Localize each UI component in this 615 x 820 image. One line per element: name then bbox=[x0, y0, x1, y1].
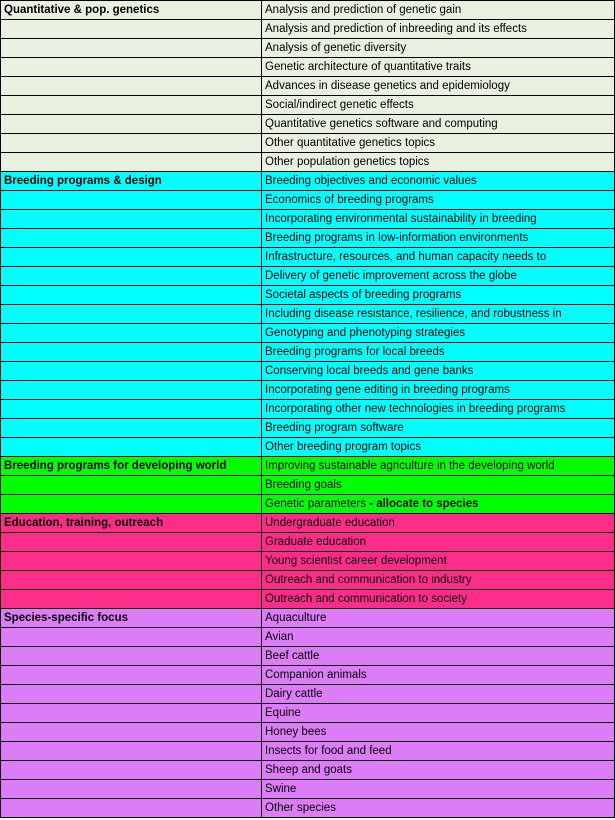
topic-text: Genetic parameters bbox=[265, 498, 366, 510]
table-row bbox=[1, 514, 615, 533]
topic-cell: Companion animals bbox=[262, 666, 615, 685]
table-row bbox=[1, 343, 615, 362]
empty-cell bbox=[1, 780, 262, 799]
empty-cell bbox=[1, 58, 262, 77]
topic-cell: Incorporating environmental sustainability in breeding bbox=[262, 210, 615, 229]
table-row bbox=[1, 153, 615, 172]
empty-cell bbox=[1, 77, 262, 96]
empty-cell bbox=[1, 267, 262, 286]
table-row bbox=[1, 571, 615, 590]
topic-cell: Honey bees bbox=[262, 723, 615, 742]
topic-cell: Outreach and communication to industry bbox=[262, 571, 615, 590]
empty-cell bbox=[1, 476, 262, 495]
empty-cell bbox=[1, 552, 262, 571]
topic-cell: Incorporating gene editing in breeding programs bbox=[262, 381, 615, 400]
table-row bbox=[1, 419, 615, 438]
topic-cell: Swine bbox=[262, 780, 615, 799]
table-row bbox=[1, 1, 615, 20]
table-row bbox=[1, 647, 615, 666]
empty-cell bbox=[1, 210, 262, 229]
table-row bbox=[1, 666, 615, 685]
empty-cell bbox=[1, 590, 262, 609]
empty-cell bbox=[1, 704, 262, 723]
empty-cell bbox=[1, 495, 262, 514]
topic-cell: Breeding programs for local breeds bbox=[262, 343, 615, 362]
empty-cell bbox=[1, 115, 262, 134]
topic-cell: Advances in disease genetics and epidemiology bbox=[262, 77, 615, 96]
topic-cell: Analysis and prediction of inbreeding and its effects bbox=[262, 20, 615, 39]
topic-cell: Genetic architecture of quantitative traits bbox=[262, 58, 615, 77]
topic-cell: Analysis and prediction of genetic gain bbox=[262, 1, 615, 20]
topic-cell: Other quantitative genetics topics bbox=[262, 134, 615, 153]
table-row bbox=[1, 362, 615, 381]
topic-cell: Graduate education bbox=[262, 533, 615, 552]
topic-cell: Other population genetics topics bbox=[262, 153, 615, 172]
table-row bbox=[1, 685, 615, 704]
empty-cell bbox=[1, 324, 262, 343]
empty-cell bbox=[1, 248, 262, 267]
table-row bbox=[1, 533, 615, 552]
empty-cell bbox=[1, 362, 262, 381]
topic-cell: Young scientist career development bbox=[262, 552, 615, 571]
table-row bbox=[1, 476, 615, 495]
empty-cell bbox=[1, 286, 262, 305]
topic-cell: Quantitative genetics software and computing bbox=[262, 115, 615, 134]
topic-cell: Dairy cattle bbox=[262, 685, 615, 704]
empty-cell bbox=[1, 438, 262, 457]
empty-cell bbox=[1, 742, 262, 761]
empty-cell bbox=[1, 153, 262, 172]
table-row bbox=[1, 799, 615, 818]
table-row bbox=[1, 115, 615, 134]
topic-cell: Breeding goals bbox=[262, 476, 615, 495]
table-row bbox=[1, 324, 615, 343]
table-row bbox=[1, 172, 615, 191]
topic-cell: Genotyping and phenotyping strategies bbox=[262, 324, 615, 343]
topic-cell: Infrastructure, resources, and human capacity needs to bbox=[262, 248, 615, 267]
topic-cell: Improving sustainable agriculture in the developing world bbox=[262, 457, 615, 476]
topic-cell: Aquaculture bbox=[262, 609, 615, 628]
table-row bbox=[1, 723, 615, 742]
empty-cell bbox=[1, 533, 262, 552]
empty-cell bbox=[1, 39, 262, 58]
topic-cell: Delivery of genetic improvement across the globe bbox=[262, 267, 615, 286]
table-row bbox=[1, 191, 615, 210]
category-cell: Quantitative & pop. genetics bbox=[1, 1, 262, 20]
topic-cell: Beef cattle bbox=[262, 647, 615, 666]
table-row bbox=[1, 590, 615, 609]
empty-cell bbox=[1, 647, 262, 666]
empty-cell bbox=[1, 799, 262, 818]
topic-cell: Breeding programs in low-information environments bbox=[262, 229, 615, 248]
topic-cell: Including disease resistance, resilience, and robustness in bbox=[262, 305, 615, 324]
table-row bbox=[1, 552, 615, 571]
topic-cell: Incorporating other new technologies in breeding programs bbox=[262, 400, 615, 419]
table-row bbox=[1, 609, 615, 628]
empty-cell bbox=[1, 20, 262, 39]
category-cell: Education, training, outreach bbox=[1, 514, 262, 533]
topic-cell: Analysis of genetic diversity bbox=[262, 39, 615, 58]
category-cell: Breeding programs for developing world bbox=[1, 457, 262, 476]
table-row bbox=[1, 761, 615, 780]
topic-cell: Economics of breeding programs bbox=[262, 191, 615, 210]
topic-cell: Societal aspects of breeding programs bbox=[262, 286, 615, 305]
table-row bbox=[1, 438, 615, 457]
table-row bbox=[1, 400, 615, 419]
empty-cell bbox=[1, 628, 262, 647]
table-row bbox=[1, 58, 615, 77]
table-row bbox=[1, 39, 615, 58]
table-row bbox=[1, 780, 615, 799]
empty-cell bbox=[1, 134, 262, 153]
table-row bbox=[1, 20, 615, 39]
empty-cell bbox=[1, 419, 262, 438]
topic-cell: Outreach and communication to society bbox=[262, 590, 615, 609]
empty-cell bbox=[1, 685, 262, 704]
table-row bbox=[1, 96, 615, 115]
table-row bbox=[1, 134, 615, 153]
empty-cell bbox=[1, 343, 262, 362]
empty-cell bbox=[1, 305, 262, 324]
topic-cell: Avian bbox=[262, 628, 615, 647]
table-row bbox=[1, 495, 615, 514]
table-row bbox=[1, 210, 615, 229]
table-row bbox=[1, 628, 615, 647]
topic-cell: Other breeding program topics bbox=[262, 438, 615, 457]
table-row bbox=[1, 267, 615, 286]
topic-cell: Conserving local breeds and gene banks bbox=[262, 362, 615, 381]
empty-cell bbox=[1, 400, 262, 419]
empty-cell bbox=[1, 229, 262, 248]
empty-cell bbox=[1, 723, 262, 742]
topic-cell: Equine bbox=[262, 704, 615, 723]
topic-cell: Undergraduate education bbox=[262, 514, 615, 533]
category-cell: Species-specific focus bbox=[1, 609, 262, 628]
topic-cell: Social/indirect genetic effects bbox=[262, 96, 615, 115]
category-cell: Breeding programs & design bbox=[1, 172, 262, 191]
topic-cell: Other species bbox=[262, 799, 615, 818]
topic-cell: Breeding objectives and economic values bbox=[262, 172, 615, 191]
empty-cell bbox=[1, 191, 262, 210]
topic-cell bbox=[262, 495, 615, 514]
empty-cell bbox=[1, 571, 262, 590]
topic-cell: Sheep and goats bbox=[262, 761, 615, 780]
table-row bbox=[1, 229, 615, 248]
table-row bbox=[1, 77, 615, 96]
topic-cell: Insects for food and feed bbox=[262, 742, 615, 761]
topic-cell: Breeding program software bbox=[262, 419, 615, 438]
table-row bbox=[1, 305, 615, 324]
allocation-note: - allocate to species bbox=[366, 498, 479, 510]
table-row bbox=[1, 248, 615, 267]
table-row bbox=[1, 704, 615, 723]
empty-cell bbox=[1, 96, 262, 115]
table-row bbox=[1, 381, 615, 400]
table-row bbox=[1, 457, 615, 476]
empty-cell bbox=[1, 761, 262, 780]
empty-cell bbox=[1, 666, 262, 685]
table-row bbox=[1, 286, 615, 305]
table-row bbox=[1, 742, 615, 761]
empty-cell bbox=[1, 381, 262, 400]
